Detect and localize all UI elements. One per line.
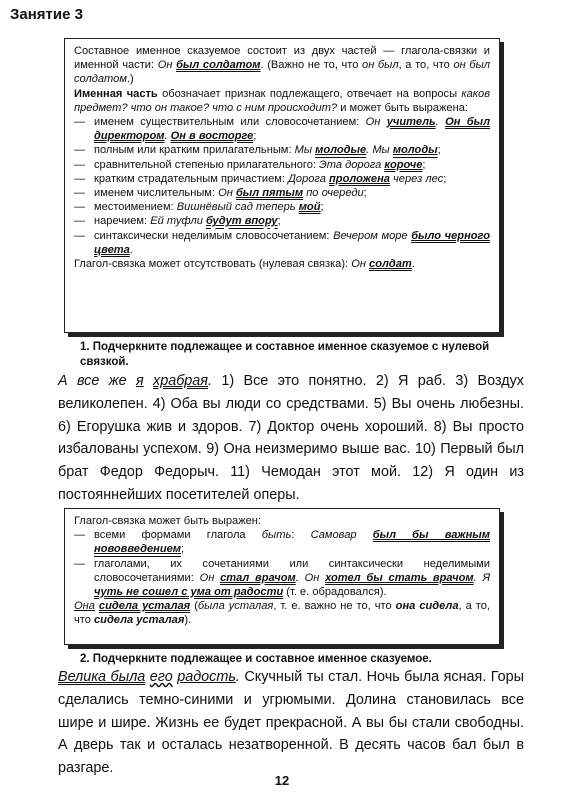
rule-box-compound-predicate — [64, 38, 500, 333]
task-1-text: А все же я храбрая. 1) Все это понятно. 2) Я раб. 3) Воздух великолепен. 4) Оба вы люди со средствами. 5) Вы очень любезны. 6) Егорушка жив и здоров. 7) Доктор очень хороший. 8) Вы просто избалованы успехом. 9) Она неизмеримо выше вас. 10) Первый был брат Федор Федорыч. 11) Чемодан этот мой. 12) Я один из постояннейших посетителей оперы. — [58, 373, 524, 503]
rule-item: — наречием: Ей туфли будут впору; — [74, 214, 490, 228]
rule-item: — всеми формами глагола быть: Самовар был бы важным нововведением; — [74, 528, 490, 556]
rule-item: — полным или кратким прилагательным: Мы молодые. Мы молоды; — [74, 143, 490, 157]
rule-box-copula — [64, 508, 500, 645]
task-1-title: 1. Подчеркните подлежащее и составное именное сказуемое с нулевой связкой. — [80, 341, 490, 368]
rule-item: — глаголами, их сочетаниями или синтаксически неделимыми словосочетаниями: Он стал врачом. Он хотел бы стать врачом. Я чуть не сошел с ума от радости (т. е. обрадовался). — [74, 557, 490, 600]
rule-item: — синтаксически неделимым словосочетанием: Вечером море было черного цвета. — [74, 229, 490, 257]
rule-item: — местоимением: Вишнёвый сад теперь мой; — [74, 200, 490, 214]
lesson-heading: Занятие 3 — [10, 6, 83, 23]
rule-copula-intro: Глагол-связка может быть выражен: — [74, 515, 262, 527]
rule-item: — именем существительным или словосочетанием: Он учитель. Он был директором. Он в восторге; — [74, 115, 490, 143]
rule-zero-copula: Глагол-связка может отсутствовать (нулевая связка): Он солдат. — [74, 258, 415, 271]
rule-item: — кратким страдательным причастием: Дорога проложена через лес; — [74, 172, 490, 186]
page-number: 12 — [274, 773, 290, 788]
task-2-text: Велика была его радость. Скучный ты стал. Ночь была ясная. Горы сделались темно-синими и угрюмыми. Долина становилась все шире и шире. Жизнь ее будет прекрасной. А вы бы стали свободны. А дверь так и осталась незатворенной. В десять часов бал был в разгаре. — [58, 669, 524, 777]
rule-item: — именем числительным: Он был пятым по очереди; — [74, 186, 490, 200]
rule-items-list — [74, 115, 490, 257]
rule-copula-list — [74, 528, 490, 599]
rule-item: — сравнительной степенью прилагательного: Эта дорога короче; — [74, 158, 490, 172]
rule-copula-example: Она сидела усталая (была усталая, т. е. важно не то, что она сидела, а то, что сидела усталая). — [74, 600, 490, 627]
rule-nominal-part: Именная часть обозначает признак подлежащего, отвечает на вопросы каков предмет? что он такое? что с ним происходит? и может быть выражена: — [74, 87, 490, 114]
rule-intro: Составное именное сказуемое состоит из двух частей — глагола-связки и именной части: Он был солдатом. (Важно не то, что он был, а то, что он был солдатом.) — [74, 45, 490, 86]
task-2-title: 2. Подчеркните подлежащее и составное именное сказуемое. — [80, 653, 432, 665]
